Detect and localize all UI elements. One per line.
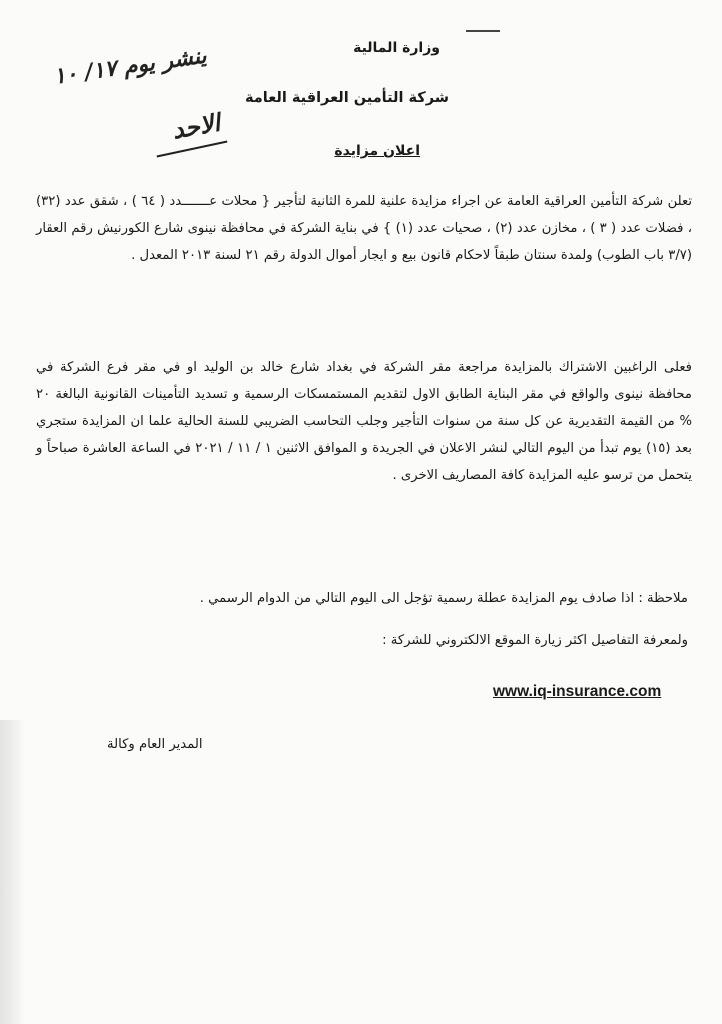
website-link[interactable]: www.iq-insurance.com — [493, 683, 662, 700]
company-name: شركة التأمين العراقية العامة — [245, 90, 449, 106]
ministry-name: وزارة المالية — [353, 40, 440, 56]
instructions-paragraph: فعلى الراغبين الاشتراك بالمزايدة مراجعة مقر الشركة في بغداد شارع خالد بن الوليد او في مقر فرع الشركة في محافظة نينوى والواقع في مقر البناية الطابق الاول لتقديم المستمسكات الرسمية و تسديد التأمينات القانونية البالغة ٢٠ % من القيمة التقديرية عن كل سنة من سنوات التأجير وجلب التحاسب الضريبي للسنة الحالية علما ان المزايدة ستجري بعد (١٥) يوم تبدأ من اليوم التالي لنشر الاعلان في الجريدة و الموافق الاثنين ١ / ١١ / ٢٠٢١ في الساعة العاشرة صباحاً و يتحمل من ترسو عليه المزايدة كافة المصاريف الاخرى . — [36, 360, 692, 483]
document-title: اعلان مزايدة — [334, 143, 420, 159]
handwritten-underline — [157, 141, 228, 158]
announcement-paragraph: تعلن شركة التأمين العراقية العامة عن اجراء مزايدة علنية للمرة الثانية لتأجير { محلات عـــــــدد ( ٦٤ ) ، شقق عدد (٣٢) ، فضلات عدد ( ٣ ) ، مخازن عدد (٢) ، صحيات عدد (١) } في بناية الشركة في محافظة نينوى شارع الكورنيش رقم العقار (٣/٧ باب الطوب) ولمدة سنتان طبقاً لاحكام قانون بيع و ايجار أموال الدولة رقم ٢١ لسنة ٢٠١٣ المعدل . — [36, 194, 693, 263]
signature-title: المدير العام وكالة — [107, 737, 203, 752]
note-text: ملاحظة : اذا صادف يوم المزايدة عطلة رسمية تؤجل الى اليوم التالي من الدوام الرسمي . — [199, 591, 688, 606]
scan-edge-shadow — [0, 720, 26, 1024]
handwritten-day: الاحد — [170, 107, 223, 145]
handwritten-note: ينشر يوم ١٧/ ١٠ — [52, 42, 209, 90]
website-intro: ولمعرفة التفاصيل اكثر زيارة الموقع الالكتروني للشركة : — [382, 633, 688, 648]
top-mark — [466, 30, 500, 32]
